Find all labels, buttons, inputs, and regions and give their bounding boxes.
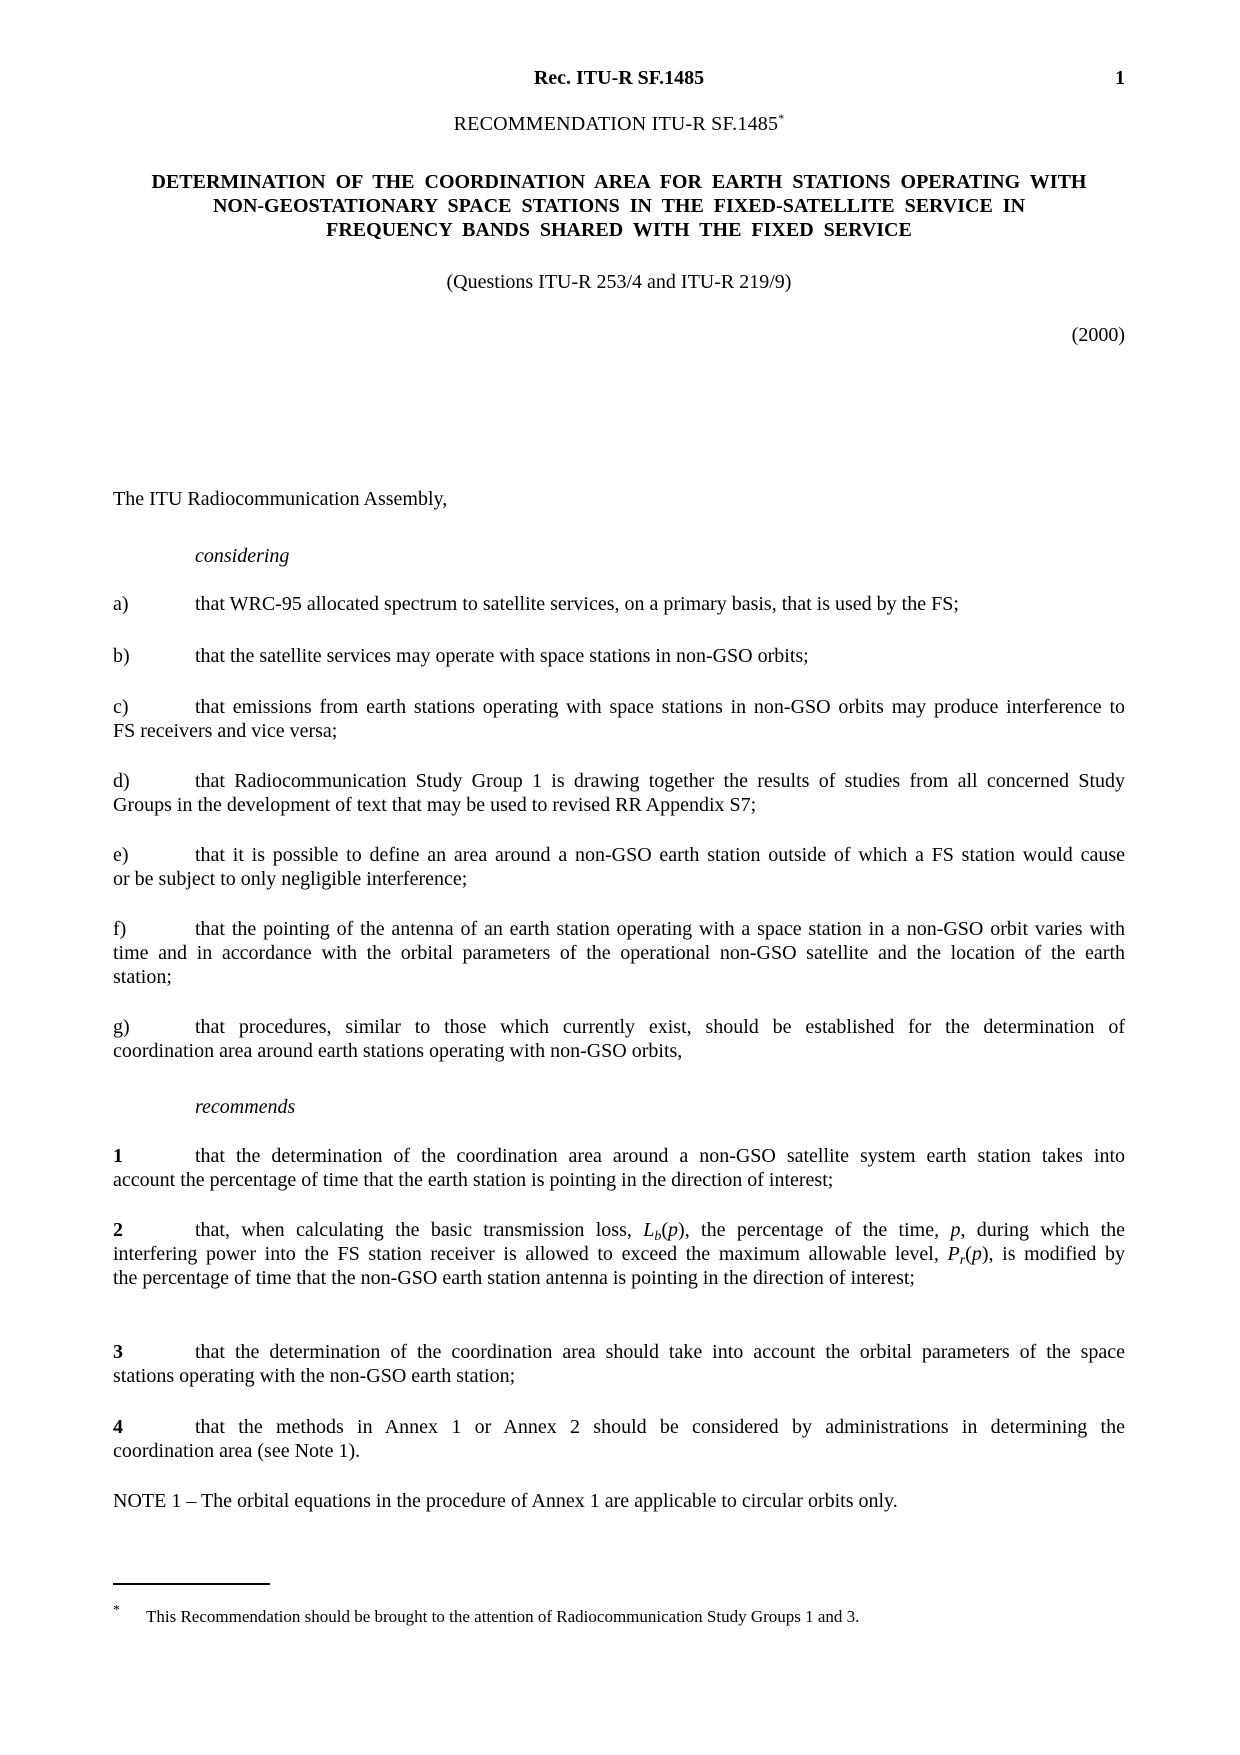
considering-item-b: [113, 644, 1125, 668]
item-text: stations operating with the non-GSO earth station;: [113, 1365, 516, 1387]
item-text: interfering power into the FS station receiver is allowed to exceed the maximum allowable level,: [113, 1243, 948, 1265]
item-text: that emissions from earth stations operating with space stations in non-GSO orbits may produce interference to: [195, 696, 1125, 718]
title-line: FREQUENCY BANDS SHARED WITH THE FIXED SERVICE: [326, 219, 912, 241]
considering-item-g: [113, 1015, 1125, 1063]
item-label: 4: [113, 1416, 123, 1438]
page-number: 1: [1115, 67, 1125, 89]
item-text: the percentage of time that the non-GSO earth station antenna is pointing in the direction of interest;: [113, 1267, 915, 1289]
item-label: a): [113, 593, 129, 615]
considering-heading: considering: [195, 545, 290, 567]
item-text: (: [965, 1243, 972, 1265]
item-text: ), is modified by: [981, 1243, 1125, 1265]
item-label: 1: [113, 1145, 123, 1167]
math-symbol: p: [668, 1219, 679, 1241]
item-text: FS receivers and vice versa;: [113, 720, 338, 742]
title-line: NON-GEOSTATIONARY SPACE STATIONS IN THE FIXED-SATELLITE SERVICE IN: [212, 195, 1026, 217]
note-1: NOTE 1 – The orbital equations in the procedure of Annex 1 are applicable to circular orbits only.: [113, 1490, 898, 1512]
considering-item-a: [113, 592, 1125, 616]
item-text: time and in accordance with the orbital parameters of the operational non-GSO satellite and the location of the earth: [113, 942, 1125, 964]
footnote-marker: *: [113, 1603, 120, 1618]
item-text: that the satellite services may operate with space stations in non-GSO orbits;: [195, 645, 809, 667]
recommends-item-2: [113, 1218, 1125, 1290]
math-symbol: p: [950, 1219, 961, 1241]
considering-item-c: [113, 695, 1125, 743]
item-label: 2: [113, 1219, 123, 1241]
considering-item-f: [113, 917, 1125, 989]
item-text: that the pointing of the antenna of an earth station operating with a space station in a non-GSO orbit varies with: [195, 918, 1125, 940]
considering-item-e: [113, 843, 1125, 891]
item-label: 3: [113, 1341, 123, 1363]
item-text: (: [661, 1219, 669, 1241]
math-symbol: p: [971, 1243, 982, 1265]
item-text: ), the percentage of the time,: [678, 1219, 951, 1241]
item-text: that the determination of the coordination area around a non-GSO satellite system earth station takes into: [195, 1145, 1125, 1167]
running-header: [113, 66, 1125, 90]
recommendation-label: RECOMMENDATION ITU-R SF.1485: [453, 113, 779, 135]
approval-year: (2000): [1071, 324, 1125, 346]
recommendation-number: [113, 112, 1125, 136]
footnote-separator: [113, 1583, 270, 1585]
math-subscript: r: [959, 1253, 966, 1268]
item-text: that it is possible to define an area around a non-GSO earth station outside of which a FS station would cause: [195, 844, 1125, 866]
recommends-item-4: [113, 1415, 1125, 1463]
item-text: coordination area around earth stations operating with non-GSO orbits,: [113, 1040, 683, 1062]
footnote-marker: *: [778, 111, 785, 125]
questions-reference: (Questions ITU-R 253/4 and ITU-R 219/9): [446, 271, 792, 293]
recommends-item-1: [113, 1144, 1125, 1192]
item-label: g): [113, 1016, 130, 1038]
math-symbol: L: [643, 1219, 655, 1241]
recommends-heading: recommends: [195, 1096, 296, 1118]
item-text: that the methods in Annex 1 or Annex 2 should be considered by administrations in determining the: [195, 1416, 1125, 1438]
item-text: Groups in the development of text that may be used to revised RR Appendix S7;: [113, 794, 757, 816]
item-label: f): [113, 918, 127, 940]
item-text: that the determination of the coordination area should take into account the orbital parameters of the space: [195, 1341, 1125, 1363]
item-text: that WRC-95 allocated spectrum to satellite services, on a primary basis, that is used by the FS;: [195, 593, 959, 615]
assembly-intro: The ITU Radiocommunication Assembly,: [113, 488, 448, 510]
considering-item-d: [113, 769, 1125, 817]
item-text: coordination area (see Note 1).: [113, 1440, 361, 1462]
title-line: DETERMINATION OF THE COORDINATION AREA FOR EARTH STATIONS OPERATING WITH: [151, 171, 1087, 193]
item-label: d): [113, 770, 130, 792]
item-text: station;: [113, 966, 172, 988]
document-page: [113, 0, 1125, 1755]
document-title: [113, 170, 1125, 242]
item-label: c): [113, 696, 129, 718]
math-subscript: b: [654, 1229, 662, 1244]
recommends-item-3: [113, 1340, 1125, 1388]
math-symbol: P: [947, 1243, 960, 1265]
footnote-text: This Recommendation should be brought to the attention of Radiocommunication Study Groups 1 and 3.: [146, 1607, 860, 1626]
item-text: that, when calculating the basic transmission loss,: [195, 1219, 644, 1241]
item-text: that Radiocommunication Study Group 1 is drawing together the results of studies from all concerned Study: [195, 770, 1125, 792]
item-label: b): [113, 645, 130, 667]
running-title: Rec. ITU-R SF.1485: [533, 67, 705, 89]
item-label: e): [113, 844, 129, 866]
item-text: that procedures, similar to those which currently exist, should be established for the determination of: [195, 1016, 1125, 1038]
item-text: account the percentage of time that the earth station is pointing in the direction of interest;: [113, 1169, 834, 1191]
item-text: , during which the: [960, 1219, 1125, 1241]
item-text: or be subject to only negligible interference;: [113, 868, 468, 890]
